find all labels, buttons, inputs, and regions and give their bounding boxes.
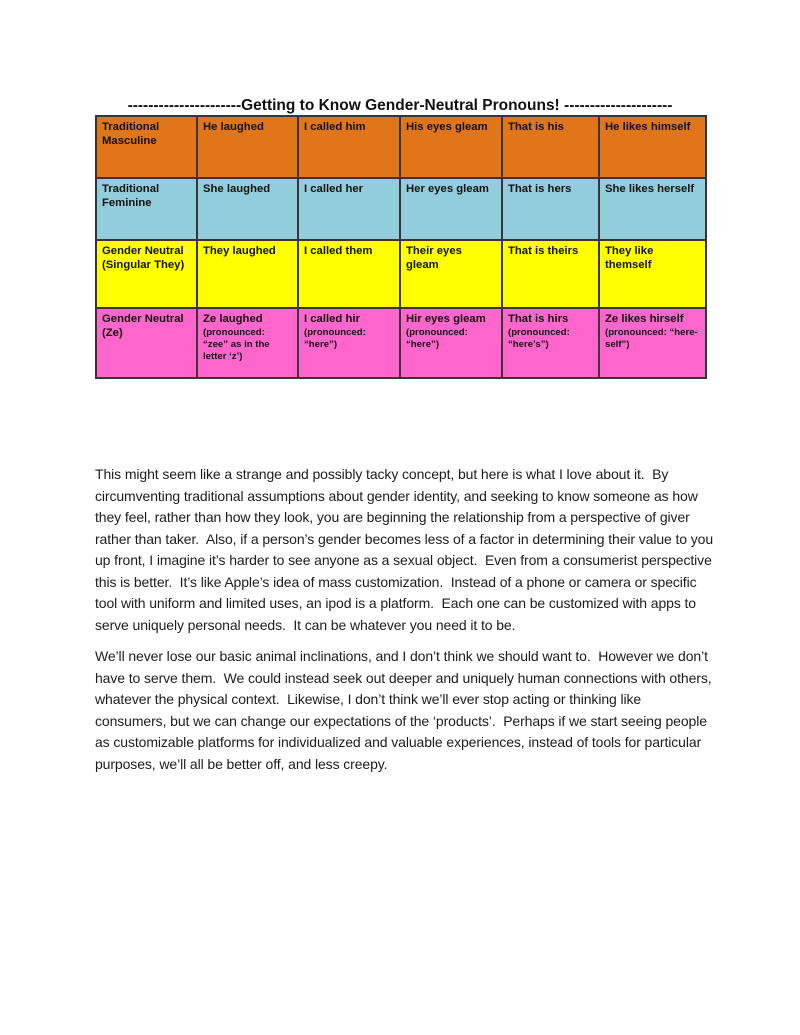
table-row-traditional-masculine: [96, 116, 706, 178]
row-label-cell: Traditional Feminine: [96, 178, 197, 240]
pronoun-cell: He laughed: [197, 116, 298, 178]
page-title: ----------------------Getting to Know Gender-Neutral Pronouns! ---------------------: [127, 97, 673, 114]
paragraph: We’ll never lose our basic animal inclinations, and I don’t think we should want to. However we don’t have to serve them. We could instead seek out deeper and uniquely human connections with others, whatever the physical context. Likewise, I don’t think we’ll ever stop acting or thinking like consumers, but we can change our expectations of the ‘products’. Perhaps if we start seeing people as customizable platforms for individualized and valuable experiences, instead of tools for particular purposes, we’ll all be better off, and less creepy.: [95, 648, 716, 772]
table-row-gender-neutral-they: [96, 240, 706, 308]
row-label-cell: Traditional Masculine: [96, 116, 197, 178]
table-row-traditional-feminine: [96, 178, 706, 240]
pronoun-cell: [599, 308, 706, 378]
pronoun-text: Ze laughed: [203, 313, 263, 325]
pronunciation-note: (pronounced: “here”): [406, 327, 468, 351]
pronoun-cell: His eyes gleam: [400, 116, 502, 178]
pronoun-cell: They like themself: [599, 240, 706, 308]
body-text: [95, 464, 715, 775]
pronoun-table: [95, 115, 707, 379]
pronunciation-note: (pronounced: “here’s”): [508, 327, 570, 351]
pronoun-cell: They laughed: [197, 240, 298, 308]
row-label-cell: Gender Neutral (Ze): [96, 308, 197, 378]
pronoun-text: Hir eyes gleam: [406, 313, 486, 325]
pronoun-cell: [298, 308, 400, 378]
pronoun-cell: She likes herself: [599, 178, 706, 240]
pronoun-cell: I called him: [298, 116, 400, 178]
pronoun-cell: He likes himself: [599, 116, 706, 178]
pronoun-text: I called hir: [304, 313, 360, 325]
row-label-cell: Gender Neutral (Singular They): [96, 240, 197, 308]
pronoun-cell: That is theirs: [502, 240, 599, 308]
pronoun-cell: [197, 308, 298, 378]
table-row-gender-neutral-ze: [96, 308, 706, 378]
pronoun-text: That is hirs: [508, 313, 569, 325]
pronoun-text: Ze likes hirself: [605, 313, 684, 325]
pronoun-cell: Their eyes gleam: [400, 240, 502, 308]
pronoun-cell: [400, 308, 502, 378]
pronoun-cell: I called them: [298, 240, 400, 308]
pronunciation-note: (pronounced: “here-self”): [605, 327, 698, 351]
pronoun-cell: I called her: [298, 178, 400, 240]
pronoun-cell: Her eyes gleam: [400, 178, 502, 240]
paragraph: This might seem like a strange and possibly tacky concept, but here is what I love about it. By circumventing traditional assumptions about gender identity, and seeking to know someone as how they feel, rather than how they look, you are beginning the relationship from a perspective of giver rather than taker. Also, if a person’s gender becomes less of a factor in determining their value to you up front, I imagine it’s harder to see anyone as a sexual object. Even from a consumerist perspective this is better. It’s like Apple’s idea of mass customization. Instead of a phone or camera or specific tool with uniform and limited uses, an ipod is a platform. Each one can be customized with apps to serve uniquely personal needs. It can be whatever you need it to be.: [95, 466, 717, 633]
pronoun-cell: [502, 308, 599, 378]
pronunciation-note: (pronounced: “zee” as in the letter ‘z’): [203, 327, 270, 362]
pronoun-cell: That is hers: [502, 178, 599, 240]
pronunciation-note: (pronounced: “here”): [304, 327, 366, 351]
pronoun-cell: That is his: [502, 116, 599, 178]
pronoun-cell: She laughed: [197, 178, 298, 240]
